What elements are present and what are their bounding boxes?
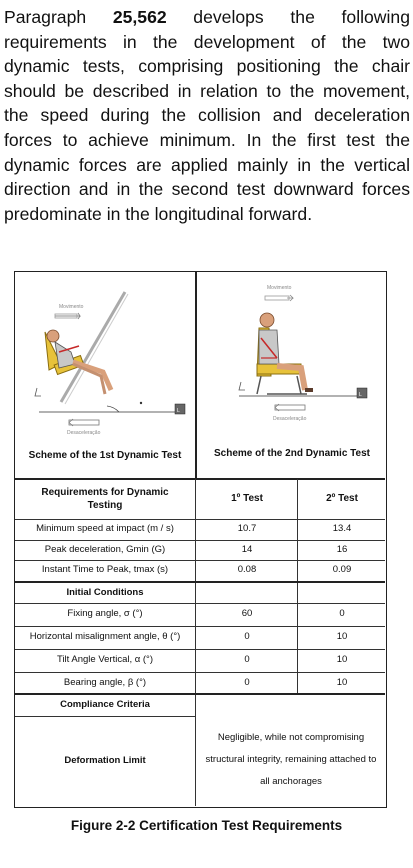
test1-scheme-illustration [15, 272, 195, 437]
condition-test2: 0 [339, 608, 345, 620]
test1-deceleration-label: Desaceleração [67, 430, 101, 436]
table-row-test2: 0.09 [332, 564, 352, 576]
table-row-label: Instant Time to Peak, tmax (s) [41, 564, 169, 576]
table-row-test2: 13.4 [332, 523, 352, 535]
test1-caption: Scheme of the 1st Dynamic Test [28, 450, 182, 462]
condition-label: Tilt Angle Vertical, α (°) [56, 654, 154, 666]
test2-scheme-illustration [197, 272, 385, 432]
deformation-limit-value: Negligible, while not compromising structural integrity, remaining attached to all anchorages [205, 732, 377, 787]
condition-test1: 0 [244, 654, 250, 666]
table-row-test1: 0.08 [237, 564, 257, 576]
paragraph-lead: Paragraph [4, 7, 113, 27]
figure-caption: Figure 2-2 Certification Test Requirements [70, 818, 343, 833]
condition-label: Horizontal misalignment angle, θ (°) [29, 631, 181, 643]
table-row-label: Minimum speed at impact (m / s) [36, 523, 174, 535]
condition-test1: 0 [244, 676, 250, 688]
test1-header: 1º Test [231, 493, 263, 505]
table-row-test1: 14 [241, 544, 253, 556]
initial-conditions-heading: Initial Conditions [66, 586, 144, 598]
condition-test2: 10 [336, 631, 348, 643]
condition-test1: 0 [244, 631, 250, 643]
condition-test2: 10 [336, 654, 348, 666]
certification-test-figure [14, 271, 387, 808]
table-row-test2: 16 [336, 544, 348, 556]
condition-test2: 10 [336, 676, 348, 688]
test1-movement-label: Movimento [59, 304, 84, 310]
deformation-limit-label: Deformation Limit [64, 754, 146, 766]
body-paragraph [4, 5, 410, 226]
paragraph-reference: 25,562 [112, 7, 167, 27]
test2-deceleration-label: Desaceleração [273, 416, 307, 422]
svg-text:L: L [177, 408, 180, 414]
paragraph-text: develops the following requirements in the development of the two dynamic tests, comprising positioning the chair should be described in relation to the movement, the speed during the collision and deceleration forces to achieve minimum. In the first test the dynamic forces are applied mainly in the vertical direction and in the second test downward forces predominate in the longitudinal forward. [4, 7, 410, 224]
test2-caption: Scheme of the 2nd Dynamic Test [214, 448, 370, 460]
svg-text:L: L [359, 392, 362, 398]
requirements-header: Requirements for Dynamic Testing [41, 486, 169, 511]
compliance-heading: Compliance Criteria [60, 698, 150, 710]
table-row-label: Peak deceleration, Gmin (G) [44, 544, 166, 556]
test2-header: 2º Test [326, 493, 358, 505]
condition-label: Fixing angle, σ (°) [67, 608, 143, 620]
table-row-test1: 10.7 [237, 523, 257, 535]
condition-test1: 60 [241, 608, 253, 620]
test2-movement-label: Movimento [267, 285, 292, 291]
condition-label: Bearing angle, β (°) [63, 676, 147, 688]
